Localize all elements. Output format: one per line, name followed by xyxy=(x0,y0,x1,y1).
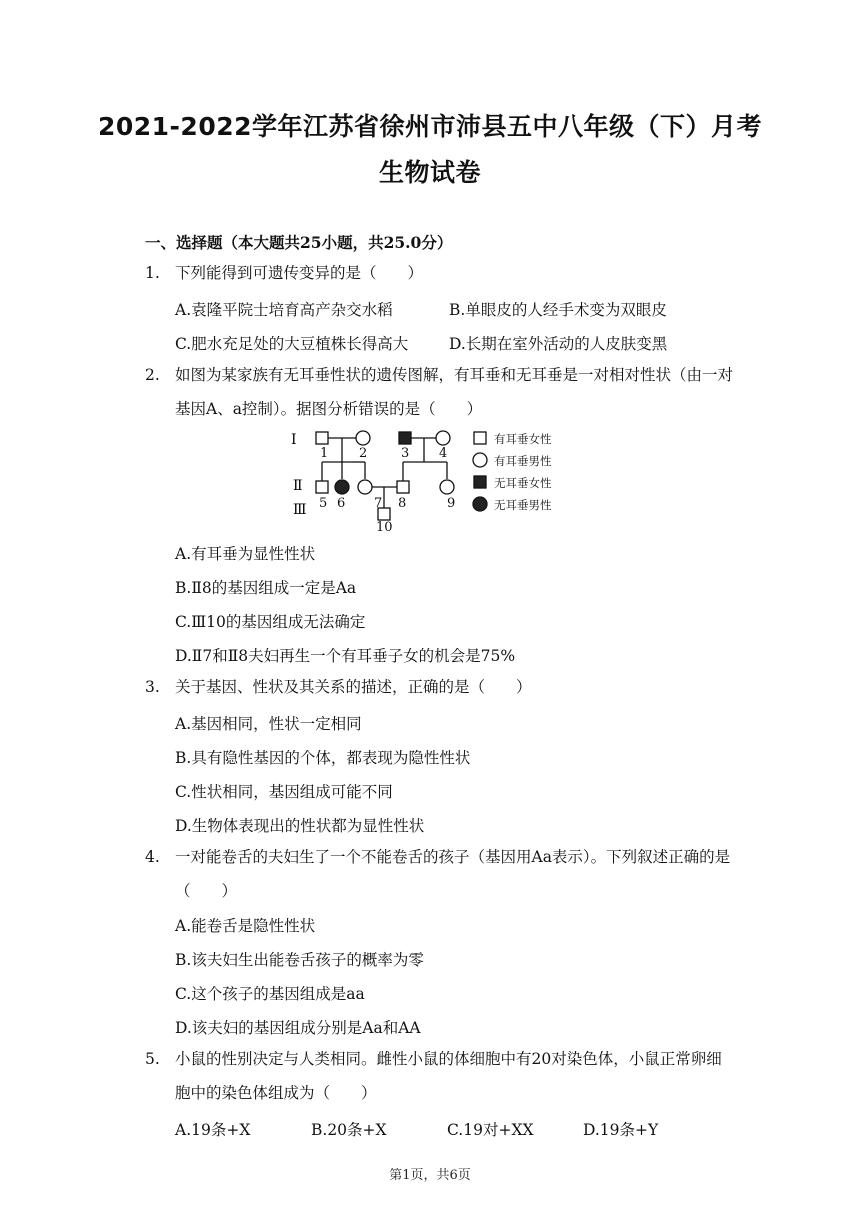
option-d: D.19条+Y xyxy=(583,1121,659,1139)
option-b: B.Ⅱ8的基因组成一定是Aa xyxy=(175,579,357,597)
individual-number: 7 xyxy=(374,496,383,511)
option-a: A.能卷舌是隐性性状 xyxy=(175,917,316,935)
question-number: 2. xyxy=(145,366,160,384)
legend-circle-open-icon xyxy=(473,453,487,467)
option-c: C.Ⅲ10的基因组成无法确定 xyxy=(175,613,366,631)
legend-label: 有耳垂女性 xyxy=(494,432,552,446)
individual-number: 1 xyxy=(320,446,329,461)
option-d: D.生物体表现出的性状都为显性性状 xyxy=(175,817,425,835)
legend-square-open-icon xyxy=(474,432,486,444)
option-a: A.19条+X xyxy=(175,1121,251,1139)
option-a: A.袁隆平院士培育高产杂交水稻 xyxy=(175,301,393,319)
question-text: 如图为某家族有无耳垂性状的遗传图解，有耳垂和无耳垂是一对相对性状（由一对基因A、a控制）。据图分析错误的是（ ） xyxy=(175,366,734,418)
option-c: C.肥水充足处的大豆植株长得高大 xyxy=(175,335,409,353)
individual-number: 5 xyxy=(319,496,328,511)
individual-number: 9 xyxy=(447,496,456,511)
legend-label: 无耳垂男性 xyxy=(494,498,552,512)
option-b: B.具有隐性基因的个体，都表现为隐性性状 xyxy=(175,749,471,767)
question-text: 一对能卷舌的夫妇生了一个不能卷舌的孩子（基因用Aa表示）。下列叙述正确的是（ ） xyxy=(175,848,731,900)
question-number: 5. xyxy=(145,1050,160,1068)
individual-number: 2 xyxy=(359,446,368,461)
section-heading: 一、选择题（本大题共25小题，共25.0分） xyxy=(145,233,453,252)
legend-circle-filled-icon xyxy=(473,497,487,511)
option-d: D.该夫妇的基因组成分别是Aa和AA xyxy=(175,1019,421,1037)
generation-label: Ⅰ xyxy=(291,432,297,448)
individual-1 xyxy=(316,432,328,444)
individual-6 xyxy=(335,480,349,494)
option-d: D.Ⅱ7和Ⅱ8夫妇再生一个有耳垂子女的机会是75% xyxy=(175,647,516,665)
legend-label: 无耳垂女性 xyxy=(494,476,552,490)
individual-3 xyxy=(399,432,411,444)
individual-number: 8 xyxy=(398,496,407,511)
individual-number: 10 xyxy=(376,520,393,532)
individual-number: 3 xyxy=(401,446,410,461)
individual-number: 6 xyxy=(337,496,346,511)
individual-7 xyxy=(358,480,372,494)
page-footer: 第1页，共6页 xyxy=(389,1168,471,1183)
question-number: 4. xyxy=(145,848,160,866)
pedigree-figure xyxy=(286,424,576,532)
option-a: A.基因相同，性状一定相同 xyxy=(175,715,362,733)
individual-5 xyxy=(316,481,328,493)
individual-8 xyxy=(397,481,409,493)
option-b: B.该夫妇生出能卷舌孩子的概率为零 xyxy=(175,951,424,969)
question-number: 1. xyxy=(145,264,160,282)
individual-2 xyxy=(356,431,370,445)
individual-number: 4 xyxy=(439,446,448,461)
option-c: C.这个孩子的基因组成是aa xyxy=(175,985,365,1003)
question-text: 关于基因、性状及其关系的描述，正确的是（ ） xyxy=(175,678,532,696)
option-a: A.有耳垂为显性性状 xyxy=(175,545,316,563)
legend-label: 有耳垂男性 xyxy=(494,454,552,468)
option-b: B.单眼皮的人经手术变为双眼皮 xyxy=(449,301,667,319)
option-c: C.性状相同，基因组成可能不同 xyxy=(175,783,393,801)
page-title: 2021-2022学年江苏省徐州市沛县五中八年级（下）月考 xyxy=(97,112,763,141)
generation-label: Ⅲ xyxy=(293,502,307,518)
legend-square-filled-icon xyxy=(474,476,486,488)
individual-9 xyxy=(440,480,454,494)
generation-label: Ⅱ xyxy=(293,478,303,494)
option-d: D.长期在室外活动的人皮肤变黑 xyxy=(449,335,668,353)
question-text: 小鼠的性别决定与人类相同。雌性小鼠的体细胞中有20对染色体，小鼠正常卵细胞中的染色体组成为（ ） xyxy=(175,1050,722,1102)
page-subtitle: 生物试卷 xyxy=(378,158,481,187)
question-text: 下列能得到可遗传变异的是（ ） xyxy=(175,264,424,282)
option-c: C.19对+XX xyxy=(447,1121,534,1139)
option-b: B.20条+X xyxy=(311,1121,387,1139)
individual-4 xyxy=(436,431,450,445)
question-number: 3. xyxy=(145,678,160,696)
